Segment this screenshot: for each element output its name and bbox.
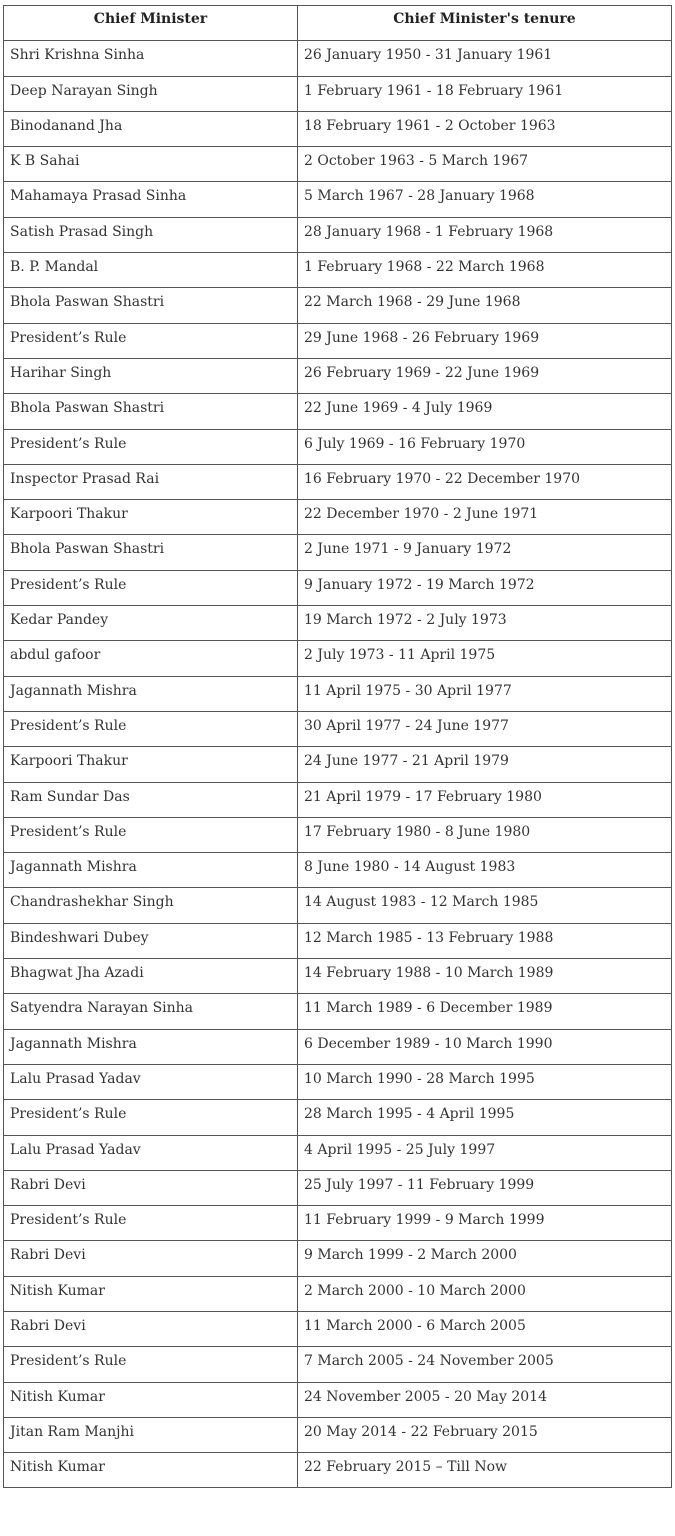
tenure-cell: 2 March 2000 - 10 March 2000: [298, 1276, 672, 1311]
tenure-cell: 1 February 1961 - 18 February 1961: [298, 76, 672, 111]
table-row: [4, 288, 672, 323]
table-row: [4, 711, 672, 746]
chief-minister-name-cell: Jagannath Mishra: [4, 676, 298, 711]
table-row: [4, 429, 672, 464]
table-row: [4, 76, 672, 111]
header-row: [4, 6, 672, 41]
chief-minister-name-cell: K B Sahai: [4, 147, 298, 182]
tenure-cell: 19 March 1972 - 2 July 1973: [298, 606, 672, 641]
table-row: [4, 994, 672, 1029]
tenure-cell: 22 March 1968 - 29 June 1968: [298, 288, 672, 323]
tenure-cell: 9 January 1972 - 19 March 1972: [298, 570, 672, 605]
table-row: [4, 1417, 672, 1452]
table-row: [4, 182, 672, 217]
tenure-cell: 14 August 1983 - 12 March 1985: [298, 888, 672, 923]
table-row: [4, 853, 672, 888]
table-row: [4, 888, 672, 923]
table-row: [4, 394, 672, 429]
chief-minister-name-cell: Binodanand Jha: [4, 111, 298, 146]
chief-minister-name-cell: Lalu Prasad Yadav: [4, 1135, 298, 1170]
tenure-cell: 28 March 1995 - 4 April 1995: [298, 1100, 672, 1135]
chief-minister-name-cell: Mahamaya Prasad Sinha: [4, 182, 298, 217]
chief-minister-name-cell: abdul gafoor: [4, 641, 298, 676]
tenure-cell: 2 October 1963 - 5 March 1967: [298, 147, 672, 182]
header-chief-minister: Chief Minister: [4, 6, 298, 41]
table-row: [4, 464, 672, 499]
chief-minister-name-cell: Kedar Pandey: [4, 606, 298, 641]
chief-minister-name-cell: Ram Sundar Das: [4, 782, 298, 817]
tenure-cell: 21 April 1979 - 17 February 1980: [298, 782, 672, 817]
chief-minister-name-cell: Shri Krishna Sinha: [4, 41, 298, 76]
tenure-cell: 26 January 1950 - 31 January 1961: [298, 41, 672, 76]
table-row: [4, 500, 672, 535]
tenure-cell: 30 April 1977 - 24 June 1977: [298, 711, 672, 746]
chief-minister-name-cell: Bhola Paswan Shastri: [4, 394, 298, 429]
chief-minister-name-cell: President’s Rule: [4, 429, 298, 464]
tenure-cell: 25 July 1997 - 11 February 1999: [298, 1170, 672, 1205]
table-row: [4, 1453, 672, 1488]
tenure-cell: 22 December 1970 - 2 June 1971: [298, 500, 672, 535]
table-row: [4, 253, 672, 288]
table-row: [4, 1135, 672, 1170]
chief-minister-name-cell: President’s Rule: [4, 323, 298, 358]
chief-minister-name-cell: Lalu Prasad Yadav: [4, 1064, 298, 1099]
tenure-cell: 11 March 2000 - 6 March 2005: [298, 1311, 672, 1346]
table-row: [4, 1382, 672, 1417]
tenure-cell: 4 April 1995 - 25 July 1997: [298, 1135, 672, 1170]
table-row: [4, 323, 672, 358]
table-row: [4, 1029, 672, 1064]
tenure-cell: 17 February 1980 - 8 June 1980: [298, 817, 672, 852]
tenure-cell: 8 June 1980 - 14 August 1983: [298, 853, 672, 888]
table-row: [4, 217, 672, 252]
tenure-cell: 12 March 1985 - 13 February 1988: [298, 923, 672, 958]
tenure-cell: 20 May 2014 - 22 February 2015: [298, 1417, 672, 1452]
chief-minister-name-cell: Satish Prasad Singh: [4, 217, 298, 252]
tenure-cell: 18 February 1961 - 2 October 1963: [298, 111, 672, 146]
chief-minister-name-cell: Bhola Paswan Shastri: [4, 535, 298, 570]
table-row: [4, 358, 672, 393]
header-tenure: Chief Minister's tenure: [298, 6, 672, 41]
chief-minister-name-cell: Jitan Ram Manjhi: [4, 1417, 298, 1452]
table-row: [4, 1347, 672, 1382]
table-row: [4, 147, 672, 182]
table-row: [4, 1276, 672, 1311]
tenure-cell: 26 February 1969 - 22 June 1969: [298, 358, 672, 393]
tenure-cell: 24 November 2005 - 20 May 2014: [298, 1382, 672, 1417]
table-row: [4, 570, 672, 605]
tenure-cell: 11 April 1975 - 30 April 1977: [298, 676, 672, 711]
tenure-cell: 14 February 1988 - 10 March 1989: [298, 959, 672, 994]
tenure-cell: 2 June 1971 - 9 January 1972: [298, 535, 672, 570]
tenure-cell: 11 March 1989 - 6 December 1989: [298, 994, 672, 1029]
table-row: [4, 1241, 672, 1276]
chief-minister-name-cell: Rabri Devi: [4, 1170, 298, 1205]
chief-minister-name-cell: President’s Rule: [4, 570, 298, 605]
chief-minister-name-cell: Chandrashekhar Singh: [4, 888, 298, 923]
chief-minister-name-cell: Bhola Paswan Shastri: [4, 288, 298, 323]
table-row: [4, 747, 672, 782]
table-header: [4, 6, 672, 41]
table-row: [4, 817, 672, 852]
chief-minister-name-cell: Deep Narayan Singh: [4, 76, 298, 111]
table-row: [4, 535, 672, 570]
chief-minister-name-cell: Nitish Kumar: [4, 1453, 298, 1488]
chief-minister-name-cell: President’s Rule: [4, 817, 298, 852]
table-row: [4, 676, 672, 711]
tenure-cell: 11 February 1999 - 9 March 1999: [298, 1206, 672, 1241]
tenure-cell: 5 March 1967 - 28 January 1968: [298, 182, 672, 217]
chief-minister-name-cell: Jagannath Mishra: [4, 853, 298, 888]
table-row: [4, 1170, 672, 1205]
chief-minister-name-cell: Rabri Devi: [4, 1311, 298, 1346]
table-row: [4, 1100, 672, 1135]
table-body: [4, 41, 672, 1488]
chief-minister-name-cell: Inspector Prasad Rai: [4, 464, 298, 499]
tenure-cell: 22 June 1969 - 4 July 1969: [298, 394, 672, 429]
table-row: [4, 641, 672, 676]
chief-minister-name-cell: Satyendra Narayan Sinha: [4, 994, 298, 1029]
tenure-cell: 9 March 1999 - 2 March 2000: [298, 1241, 672, 1276]
table-row: [4, 959, 672, 994]
table-row: [4, 1206, 672, 1241]
tenure-cell: 29 June 1968 - 26 February 1969: [298, 323, 672, 358]
chief-minister-name-cell: Karpoori Thakur: [4, 500, 298, 535]
tenure-cell: 1 February 1968 - 22 March 1968: [298, 253, 672, 288]
chief-minister-name-cell: Jagannath Mishra: [4, 1029, 298, 1064]
tenure-cell: 10 March 1990 - 28 March 1995: [298, 1064, 672, 1099]
tenure-cell: 6 July 1969 - 16 February 1970: [298, 429, 672, 464]
chief-minister-name-cell: B. P. Mandal: [4, 253, 298, 288]
table-row: [4, 1311, 672, 1346]
chief-minister-name-cell: Bhagwat Jha Azadi: [4, 959, 298, 994]
tenure-cell: 6 December 1989 - 10 March 1990: [298, 1029, 672, 1064]
tenure-cell: 22 February 2015 – Till Now: [298, 1453, 672, 1488]
chief-minister-name-cell: Nitish Kumar: [4, 1382, 298, 1417]
table-row: [4, 782, 672, 817]
table-row: [4, 41, 672, 76]
table-row: [4, 1064, 672, 1099]
chief-minister-name-cell: President’s Rule: [4, 1100, 298, 1135]
tenure-cell: 2 July 1973 - 11 April 1975: [298, 641, 672, 676]
tenure-cell: 28 January 1968 - 1 February 1968: [298, 217, 672, 252]
tenure-cell: 16 February 1970 - 22 December 1970: [298, 464, 672, 499]
chief-minister-name-cell: Rabri Devi: [4, 1241, 298, 1276]
chief-minister-name-cell: Harihar Singh: [4, 358, 298, 393]
chief-minister-name-cell: Bindeshwari Dubey: [4, 923, 298, 958]
chief-minister-name-cell: Nitish Kumar: [4, 1276, 298, 1311]
chief-ministers-table: [3, 5, 672, 1488]
table-row: [4, 111, 672, 146]
tenure-cell: 24 June 1977 - 21 April 1979: [298, 747, 672, 782]
table-row: [4, 923, 672, 958]
tenure-cell: 7 March 2005 - 24 November 2005: [298, 1347, 672, 1382]
table-row: [4, 606, 672, 641]
chief-minister-name-cell: President’s Rule: [4, 1206, 298, 1241]
chief-minister-name-cell: President’s Rule: [4, 711, 298, 746]
chief-minister-name-cell: Karpoori Thakur: [4, 747, 298, 782]
chief-minister-name-cell: President’s Rule: [4, 1347, 298, 1382]
